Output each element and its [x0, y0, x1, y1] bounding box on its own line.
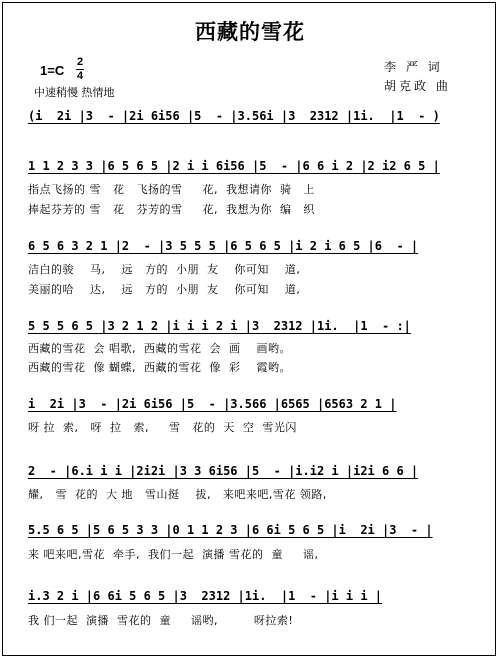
- song-title: 西藏的雪花: [195, 19, 305, 44]
- lyric-line-7: 来 吧来吧,雪花 牵手, 我们一起 演播 雪花的 童 谣,: [28, 548, 319, 561]
- time-signature-bottom: 4: [76, 70, 84, 82]
- notation-line-7: 5.5 6 5 |5 6 5 3 3 |0 1 1 2 3 |6 6i 5 6 5 |i 2i |3 - |: [28, 523, 433, 537]
- lyric-line-2-verse-2: 捧起芬芳的 雪 花 芬芳的雪 花, 我想为你 编 织: [28, 203, 315, 216]
- lyric-line-6: 耀, 雪 花的 大 地 雪山挺 拔, 来吧来吧,雪花 领路,: [28, 488, 327, 501]
- tempo-marking: 中速稍慢 热情地: [34, 86, 115, 99]
- composer-credit: 胡克政 曲: [384, 79, 451, 93]
- lyric-line-2-verse-1: 指点飞扬的 雪 花 飞扬的雪 花, 我想请你 骑 上: [28, 183, 315, 196]
- lyric-line-3-verse-2: 美丽的哈 达, 远 方的 小朋 友 你可知 道,: [28, 283, 301, 296]
- notation-line-8: i.3 2 i |6 6i 5 6 5 |3 2312 |1i. |1 - |i i i |: [28, 589, 383, 603]
- lyricist-credit: 李 严 词: [384, 60, 443, 74]
- time-signature: [76, 57, 84, 82]
- lyric-line-8: 我 们一起 演播 雪花的 童 谣哟, 呀拉索!: [28, 614, 294, 627]
- notation-line-5: i 2i |3 - |2i 6i56 |5 - |3.566 |6565 |6563 2 1 |: [28, 397, 397, 411]
- time-signature-top: 2: [76, 56, 84, 68]
- key-signature: 1=C: [40, 63, 65, 78]
- lyric-line-5: 呀 拉 索, 呀 拉 索, 雪 花的 天 空 雪光闪: [28, 421, 297, 434]
- lyric-line-3-verse-1: 洁白的骏 马, 远 方的 小朋 友 你可知 道,: [28, 263, 301, 276]
- notation-line-3: 6 5 6 3 2 1 |2 - |3 5 5 5 |6 5 6 5 |i 2 i 6 5 |6 - |: [28, 239, 419, 253]
- lyric-line-4-verse-2: 西藏的雪花 像 蝴蝶, 西藏的雪花 像 彩 霞哟。: [28, 361, 291, 374]
- notation-line-2: 1 1 2 3 3 |6 5 6 5 |2 i i 6i56 |5 - |6 6 i 2 |2 i2 6 5 |: [28, 159, 440, 173]
- notation-line-1: (i 2i |3 - |2i 6i56 |5 - |3.56i |3 2312 |1i. |1 - ): [28, 109, 440, 123]
- lyric-line-4-verse-1: 西藏的雪花 会 唱歌, 西藏的雪花 会 画 画哟。: [28, 342, 291, 355]
- notation-line-4: 5 5 5 6 5 |3 2 1 2 |i i i 2 i |3 2312 |1i. |1 - :|: [28, 319, 411, 333]
- notation-line-6: 2 - |6.i i i |2i2i |3 3 6i56 |5 - |i.i2 i |i2i 6 6 |: [28, 464, 419, 478]
